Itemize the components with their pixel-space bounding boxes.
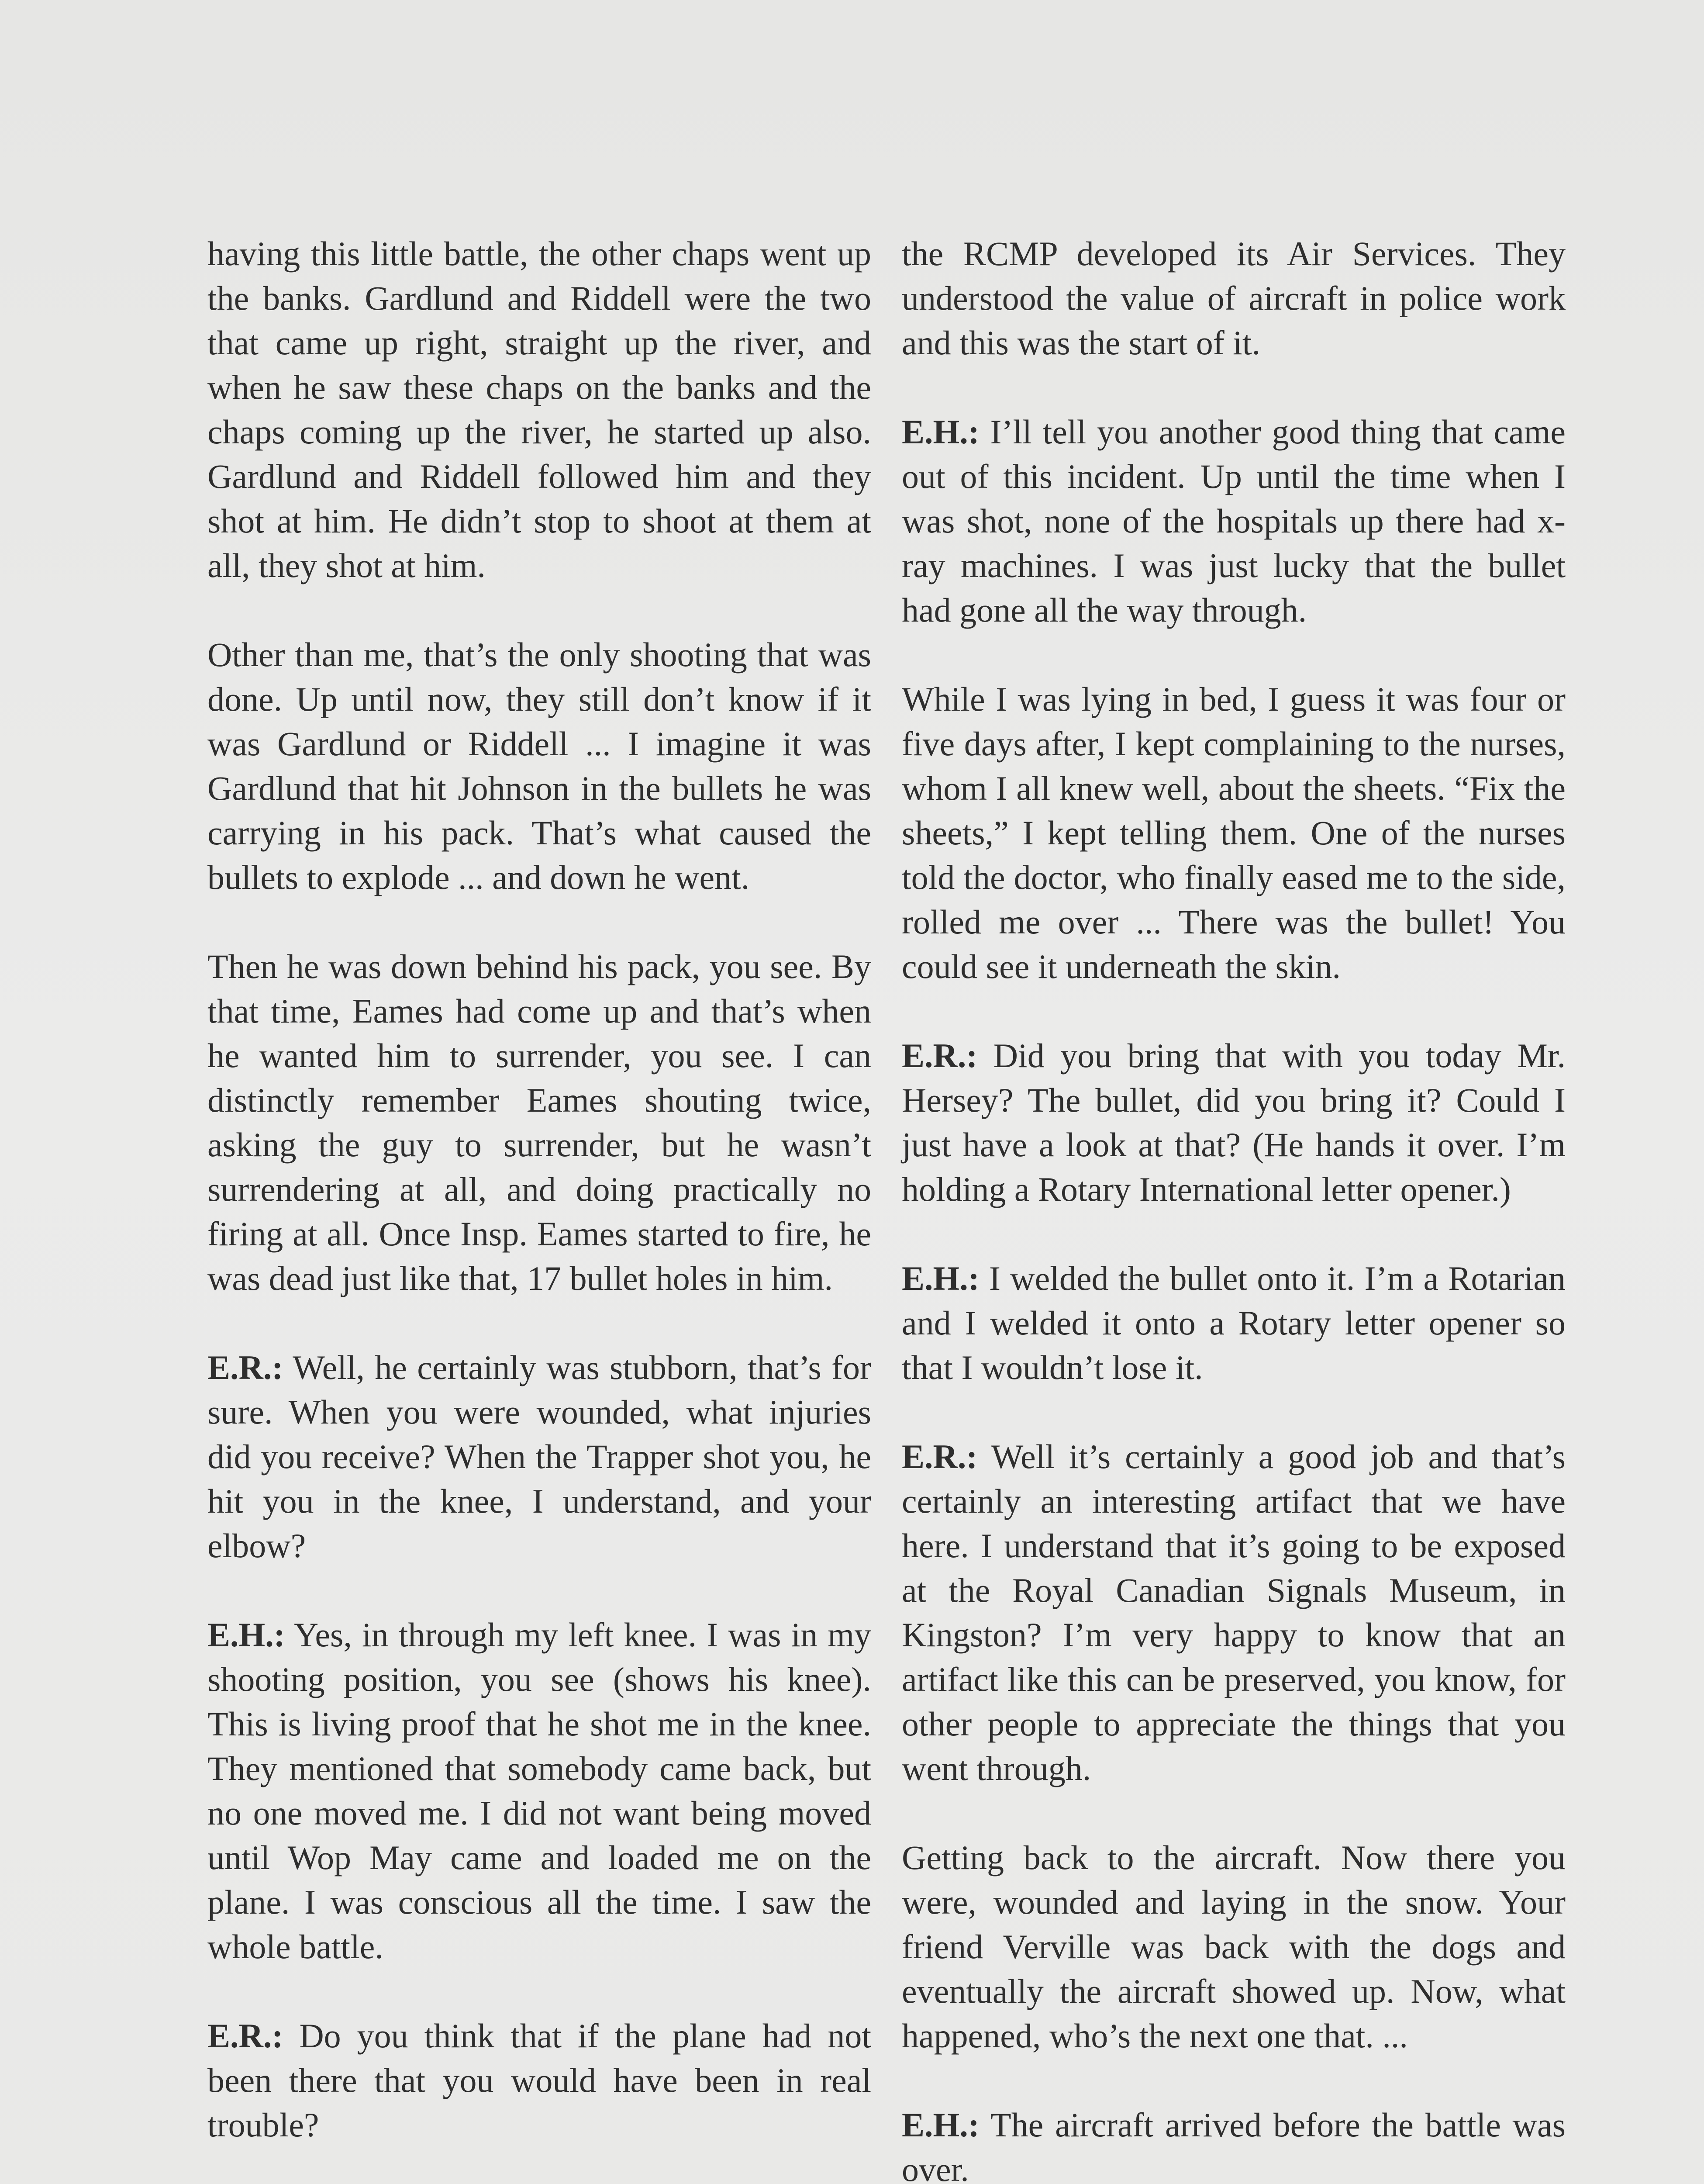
paragraph-text: Getting back to the aircraft. Now there you were, wounded and laying in the snow. Your friend Verville was back with the dogs and eventually the aircraft showed up. Now, what happened, who’s the next one that. ... [902,1838,1566,2055]
paragraph [207,232,871,588]
paragraph [207,1345,871,1568]
speaker-label: E.H.: [207,1616,285,1654]
speaker-label: E.H.: [902,1259,980,1297]
paragraph-text: Well, he certainly was stubborn, that’s for sure. When you were wounded, what injuries did you receive? When the Trapper shot you, he hit you in the knee, I understand, and your elbow? [207,1348,871,1565]
speaker-label: E.R.: [207,2017,283,2055]
speaker-label: E.R.: [902,1037,978,1075]
paragraph [902,1033,1566,1212]
paragraph [902,1256,1566,1390]
paragraph-text: The aircraft arrived before the battle was over. [902,2106,1566,2184]
speaker-label: E.R.: [207,1348,283,1386]
paragraph-text: While I was lying in bed, I guess it was four or five days after, I kept complaining to the nurses, whom I all knew well, about the sheets. “Fix the sheets,” I kept telling them. One of the nurses told the doctor, who finally eased me to the side, rolled me over ... There was the bullet! You could see it underneath the skin. [902,680,1566,985]
speaker-label: E.R.: [902,1438,978,1476]
paragraph-text: Yes, in through my left knee. I was in my shooting position, you see (shows his knee). This is living proof that he shot me in the knee. They mentioned that somebody came back, but no one moved me. I did not want being moved until Wop May came and loaded me on the plane. I was conscious all the time. I saw the whole battle. [207,1616,871,1966]
paragraph [902,410,1566,632]
speaker-label: E.H.: [902,413,980,451]
left-text-column [207,232,871,2184]
paragraph [902,677,1566,989]
paragraph-text: Well it’s certainly a good job and that’s certainly an interesting artifact that we have here. I understand that it’s going to be exposed at the Royal Canadian Signals Museum, in Kingston? I’m very happy to know that an artifact like this can be preserved, you know, for other people to appreciate the things that you went through. [902,1438,1566,1787]
paragraph [902,2103,1566,2184]
paragraph-text: the RCMP developed its Air Services. They understood the value of aircraft in police work and this was the start of it. [902,235,1566,362]
speaker-label: E.H.: [902,2106,980,2144]
paragraph-text: Do you think that if the plane had not been there that you would have been in real trouble? [207,2017,871,2144]
paragraph-text: I’ll tell you another good thing that came out of this incident. Up until the time when I was shot, none of the hospitals up there had x-ray machines. I was just lucky that the bullet had gone all the way through. [902,413,1566,629]
paragraph [902,1835,1566,2058]
paragraph-text: having this little battle, the other chaps went up the banks. Gardlund and Riddell were the two that came up right, straight up the river, and when he saw these chaps on the banks and the chaps coming up the river, he started up also. Gardlund and Riddell followed him and they shot at him. He didn’t stop to shoot at them at all, they shot at him. [207,235,871,584]
paragraph-text: Did you bring that with you today Mr. Hersey? The bullet, did you bring it? Could I just have a look at that? (He hands it over. I’m holding a Rotary International letter opener.) [902,1037,1566,1208]
paragraph [902,232,1566,365]
paragraph-text: I welded the bullet onto it. I’m a Rotarian and I welded it onto a Rotary letter opener so that I wouldn’t lose it. [902,1259,1566,1386]
paragraph-text: Then he was down behind his pack, you see. By that time, Eames had come up and that’s when he wanted him to surrender, you see. I can distinctly remember Eames shouting twice, asking the guy to surrender, but he wasn’t surrendering at all, and doing practically no firing at all. Once Insp. Eames started to fire, he was dead just like that, 17 bullet holes in him. [207,947,871,1297]
paragraph [902,1434,1566,1791]
paragraph-text: Other than me, that’s the only shooting that was done. Up until now, they still don’t know if it was Gardlund or Riddell ... I imagine it was Gardlund that hit Johnson in the bullets he was carrying in his pack. That’s what caused the bullets to explode ... and down he went. [207,636,871,896]
paragraph [207,632,871,900]
right-text-column [902,232,1566,2184]
paragraph [207,944,871,1301]
paragraph [207,2014,871,2147]
paragraph [207,1613,871,1969]
